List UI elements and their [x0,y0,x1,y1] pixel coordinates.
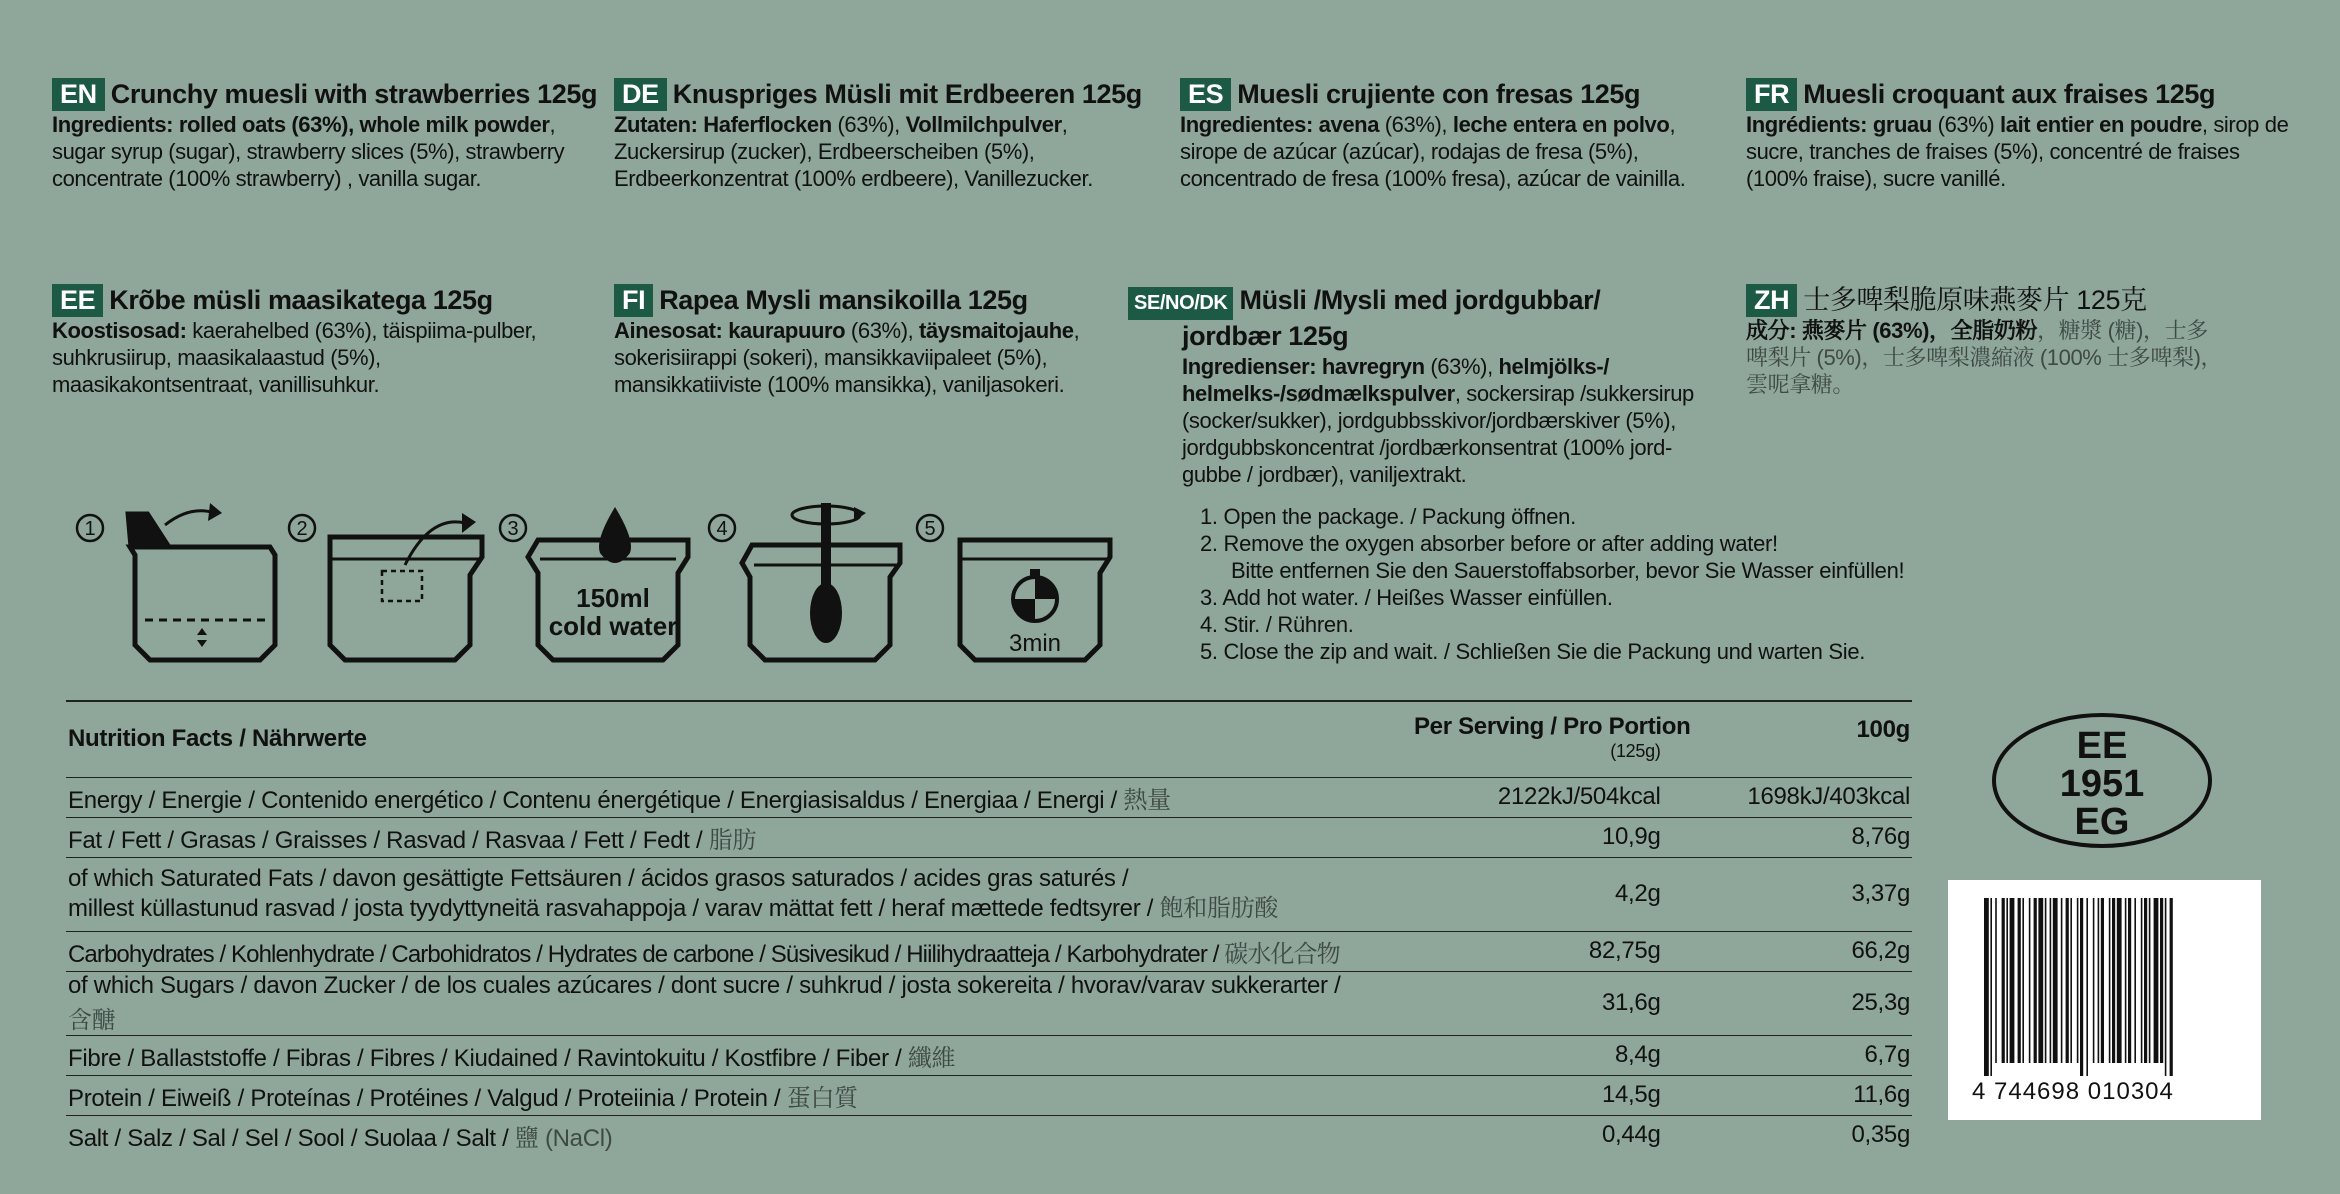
per-100g-value: 1698kJ/403kcal [1663,777,1912,817]
nutrient-name-zh: 蛋白質 [786,1084,858,1112]
lang-block-ee [52,284,552,398]
lang-header-es [1180,78,1700,111]
barcode-bar [2160,898,2163,1063]
barcode-bar [2117,898,2122,1063]
ingredients-mid-es: (63%), [1379,112,1453,137]
barcode-bar [2066,898,2069,1063]
nutrient-label [66,1035,1349,1075]
ingredients-bold2-es: leche entera en polvo [1452,112,1670,137]
health-mark-country: EE [2076,725,2128,767]
barcode-bar [2050,898,2052,1063]
ingredients-bold-es: avena [1312,112,1380,137]
ingredients-text-fi: , sokerisiirappi (sokeri), mansikkaviipaleet (5%), mansikkatiiviste (100% mansikka), vaniljasokeri. [614,318,1080,397]
lang-tag-fi: FI [614,284,653,317]
ingredients-text-se: , sockersirap /sukkersirup (socker/sukker), jordgubbsskivor/jordbærskiver (5%), jordgubbskoncentrat /jordbærkonsentrat (100% jord-gubbe / jordbær), vaniljextrakt. [1182,381,1694,487]
ingredients-bold-fi: kaurapuuro [722,318,846,343]
nutrient-name-zh: 碳水化合物 [1224,940,1340,968]
barcode-bar [2018,898,2021,1063]
ingredients-label-fi: Ainesosat: [614,318,723,343]
barcode-bar [2045,898,2047,1063]
step-5-icon [917,515,1110,660]
nutrition-row [66,1035,1912,1075]
barcode-bar [2010,898,2015,1063]
health-mark-number: 1951 [2059,763,2145,805]
ingredients-mid-se: (63%), [1424,354,1499,379]
ingredients-bold-fr: gruau [1867,112,1932,137]
per-100g-value: 66,2g [1663,931,1912,971]
barcode-bar [2070,898,2072,1063]
water-amount: 150ml [576,583,650,613]
nutrient-name-zh: 飽和脂肪酸 [1159,895,1279,922]
ingredients-label-fr: Ingrédients: [1746,112,1868,137]
ingredients-ee [52,317,552,398]
barcode-bar [2125,898,2127,1063]
ingredients-bold2-fi: täysmaitojauhe [919,318,1074,343]
per-serving-value: 4,2g [1349,857,1663,931]
ingredients-bold2-fr: lait entier en poudre [2000,112,2202,137]
step-2-text-de: Bitte entfernen Sie den Sauerstoffabsorber, bevor Sie Wasser einfüllen! [1231,558,1905,583]
barcode-bar [2022,898,2024,1063]
step-number-3: 3 [507,518,519,540]
ingredients-text-zh: ，糖漿 (糖)，士多啤梨片 (5%)，士多啤梨濃縮液 (100% 士多啤梨)，雲呢拿糖。 [1746,318,2223,397]
per-serving-value: 2122kJ/504kcal [1349,777,1663,817]
nutrition-row [66,857,1912,931]
step-4-icon [709,503,900,660]
ingredients-mid-fr: (63%) [1931,112,2001,137]
barcode-bar [2098,898,2100,1063]
lang-block-es [1180,78,1700,192]
barcode-bar [2154,898,2159,1063]
per-serving-value: 14,5g [1349,1075,1663,1115]
nutrition-row [66,817,1912,857]
barcode-bar [2029,898,2031,1063]
lang-title-es: Muesli crujiente con fresas 125g [1237,79,1641,109]
nutrient-name-zh: 鹽 (NaCl) [514,1124,613,1152]
lang-tag-de: DE [614,78,667,111]
step-2-icon [289,513,482,660]
barcode-bar [2144,898,2147,1063]
lang-header-zh [1746,284,2226,317]
step-1-text: 1. Open the package. / Packung öffnen. [1200,504,1576,529]
ingredients-label-se: Ingredienser: [1182,354,1317,379]
nutrient-name-zh: 脂肪 [708,826,757,854]
ingredients-text-en: , sugar syrup (sugar), strawberry slices (5%), strawberry concentrate (100% strawberry) , vanilla sugar. [52,112,565,191]
ingredients-bold-zh: 燕麥片 (63%)，全脂奶粉 [1796,318,2038,343]
barcode-bar [2165,898,2167,1076]
lang-tag-ee: EE [52,284,103,317]
ingredients-bold-en: rolled oats (63%), whole milk powder [173,112,550,137]
step-number-1: 1 [84,518,96,540]
nutrition-row [66,971,1912,1035]
ingredients-label-de: Zutaten: [614,112,698,137]
step-number-2: 2 [296,518,308,540]
barcode-bar [2149,898,2151,1063]
nutrition-table [66,700,1912,1155]
nutrition-row [66,931,1912,971]
barcode-bar [2061,898,2063,1063]
step-number-5: 5 [924,518,936,540]
lang-block-se [1128,284,1728,488]
lang-title-de: Knuspriges Müsli mit Erdbeeren 125g [672,79,1142,109]
per-100g-header: 100g [1663,701,1912,777]
ingredients-text-es: , sirope de azúcar (azúcar), rodajas de fresa (5%), concentrado de fresa (100% fresa), azúcar de vainilla. [1180,112,1686,191]
ingredients-fi [614,317,1154,398]
lang-title-se: Müsli /Mysli med jordgubbar/ [1239,285,1601,315]
lang-block-de [614,78,1154,192]
lang-header-de [614,78,1154,111]
barcode [1948,880,2261,1120]
lang-title-en: Crunchy muesli with strawberries 125g [110,79,598,109]
lang-block-en [52,78,598,192]
ingredients-de [614,111,1154,192]
ingredients-label-es: Ingredientes: [1180,112,1313,137]
nutrient-name-zh: 熱量 [1123,786,1171,814]
barcode-bar [2002,898,2005,1063]
barcode-number: 4 744698 010304 [1972,1078,2174,1105]
lang-header-fr [1746,78,2296,111]
nutrient-name: Protein / Eiweiß / Proteínas / Protéines / Valgud / Proteiinia / Protein / [68,1084,787,1112]
barcode-bar [2112,898,2115,1063]
per-100g-value: 6,7g [1663,1035,1912,1075]
step-5-text: 5. Close the zip and wait. / Schließen Sie die Packung und warten Sie. [1200,639,1866,664]
barcode-bar [2109,898,2111,1063]
per-serving-header [1349,701,1691,777]
nutrient-name: Fibre / Ballaststoffe / Fibras / Fibres / Kiudained / Ravintokuitu / Kostfibre / Fiber / [68,1044,908,1072]
lang-title-fi: Rapea Mysli mansikoilla 125g [659,285,1028,315]
lang-title-fr: Muesli croquant aux fraises 125g [1803,79,2216,109]
nutrient-name-line2: millest küllastunud rasvad / josta tyydyttyneitä rasvahappoja / varav mättat fett / heraf mættede fedtsyrer / [68,895,1160,922]
nutrition-row [66,777,1912,817]
lang-header-en [52,78,598,111]
step-3-icon [500,507,688,660]
lang-block-zh [1746,284,2226,398]
preparation-steps [1200,503,1904,665]
barcode-bar [2128,898,2131,1063]
step-3-text: 3. Add hot water. / Heißes Wasser einfüllen. [1200,585,1613,610]
ingredients-text-de: , Zuckersirup (zucker), Erdbeerscheiben (5%), Erdbeerkonzentrat (100% erdbeere), Vanillezucker. [614,112,1093,191]
ingredients-zh [1746,317,2226,398]
barcode-bars [1984,898,2232,1076]
ingredients-es [1180,111,1700,192]
barcode-bar [2141,898,2143,1063]
nutrient-name: Energy / Energie / Contenido energético / Contenu énergétique / Energiasisaldus / Energiaa / Energi / [68,786,1124,814]
serving-size: (125g) [1610,741,1661,762]
water-type: cold water [548,611,678,641]
lang-tag-fr: FR [1746,78,1797,111]
ingredients-text-fr: , sirop de sucre, tranches de fraises (5%), concentré de fraises (100% fraise), sucre vanillé. [1746,112,2289,191]
ingredients-label-en: Ingredients: [52,112,174,137]
nutrient-label [66,777,1349,817]
nutrient-name: of which Sugars / davon Zucker / de los cuales azúcares / dont sucre / suhkrud / josta sokereita / hvorav/varav sukkerarter / [68,971,1341,999]
per-serving-value: 8,4g [1349,1035,1663,1075]
barcode-bar [1995,898,1997,1063]
nutrient-label [66,857,1349,931]
nutrient-label [66,931,1349,971]
barcode-bar [2101,898,2104,1063]
ingredients-mid-de: (63%), [831,112,906,137]
barcode-bar [1984,898,1989,1076]
ingredients-fr [1746,111,2296,192]
lang-tag-es: ES [1180,78,1231,111]
lang-block-fi [614,284,1154,398]
step-number-4: 4 [716,518,728,540]
lang-title-zh: 士多啤梨脆原味燕麥片 125克 [1803,285,2147,315]
per-100g-value: 0,35g [1663,1115,1912,1155]
nutrient-name: of which Saturated Fats / davon gesättigte Fettsäuren / ácidos grasos saturados / acides gras saturés / [68,865,1129,892]
health-mark-code: EG [2074,801,2130,843]
ingredients-en [52,111,592,192]
ingredients-label-ee: Koostisosad: [52,318,187,343]
lang-tag-se: SE/NO/DK [1128,287,1233,320]
lang-header-se [1128,284,1728,320]
step-4-text: 4. Stir. / Rühren. [1200,612,1354,637]
step-1-icon [77,503,275,660]
nutrient-label [66,817,1349,857]
barcode-bar [2086,898,2088,1076]
per-100g-value: 3,37g [1663,857,1912,931]
ingredients-se [1182,353,1728,488]
lang-tag-zh: ZH [1746,284,1797,317]
per-serving-value: 82,75g [1349,931,1663,971]
per-serving-value: 31,6g [1349,971,1663,1035]
per-serving-label: Per Serving / Pro Portion [1413,713,1691,741]
per-serving-value: 0,44g [1349,1115,1663,1155]
per-serving-value: 10,9g [1349,817,1663,857]
per-100g-value: 11,6g [1663,1075,1912,1115]
nutrient-name-zh: 含醣 [68,1006,116,1034]
barcode-bar [2006,898,2008,1063]
per-100g-value: 25,3g [1663,971,1912,1035]
barcode-bar [2034,898,2037,1063]
barcode-bar [2038,898,2043,1063]
per-100g-value: 8,76g [1663,817,1912,857]
ingredients-label-zh: 成分: [1746,318,1797,343]
nutrition-title: Nutrition Facts / Nährwerte [66,701,1349,777]
lang-header-fi [614,284,1154,317]
barcode-bar [2093,898,2095,1063]
nutrient-label [66,971,1349,1035]
barcode-bar [2080,898,2083,1076]
nutrient-name: Fat / Fett / Grasas / Graisses / Rasvad / Rasvaa / Fett / Fedt / [68,826,709,854]
preparation-icons [70,495,1150,675]
lang-block-fr [1746,78,2296,192]
lang-tag-en: EN [52,78,105,111]
ingredients-bold2-se: helmjölks-/ helmelks-/sødmælkspulver [1182,354,1610,406]
nutrient-name-zh: 纖維 [907,1044,956,1072]
lang-body-se [1128,320,1728,488]
lang-title2-se: jordbær 125g [1182,321,1349,351]
nutrition-row [66,1075,1912,1115]
health-mark-oval [1992,713,2212,848]
nutrition-header-row [66,701,1912,777]
ingredients-bold-se: havregryn [1316,354,1425,379]
timer-label: 3min [1008,630,1062,657]
nutrient-label [66,1115,1349,1155]
ingredients-mid-fi: (63%), [845,318,920,343]
nutrient-name: Carbohydrates / Kohlenhydrate / Carbohidratos / Hydrates de carbone / Süsivesikud / Hiilihydraatteja / Karbohydrater / [68,940,1225,968]
step-2-text: 2. Remove the oxygen absorber before or after adding water! [1200,531,1778,556]
ingredients-bold2-de: Vollmilchpulver [905,112,1062,137]
ingredients-bold-de: Haferflocken [697,112,832,137]
nutrient-name: Salt / Salz / Sal / Sel / Sool / Suolaa / Salt / [68,1124,515,1152]
barcode-bar [2170,898,2173,1076]
nutrient-label [66,1075,1349,1115]
barcode-bar [2134,898,2136,1063]
nutrition-row [66,1115,1912,1155]
barcode-bar [2053,898,2058,1063]
barcode-bar [2077,898,2079,1063]
lang-title-ee: Krõbe müsli maasikatega 125g [109,285,493,315]
ingredients-text-ee: kaerahelbed (63%), täispiima-pulber, suhkrusiirup, maasikalaastud (5%), maasikakontsentraat, vanillisuhkur. [52,318,537,397]
lang-header-ee [52,284,552,317]
barcode-bar [1990,898,1992,1076]
